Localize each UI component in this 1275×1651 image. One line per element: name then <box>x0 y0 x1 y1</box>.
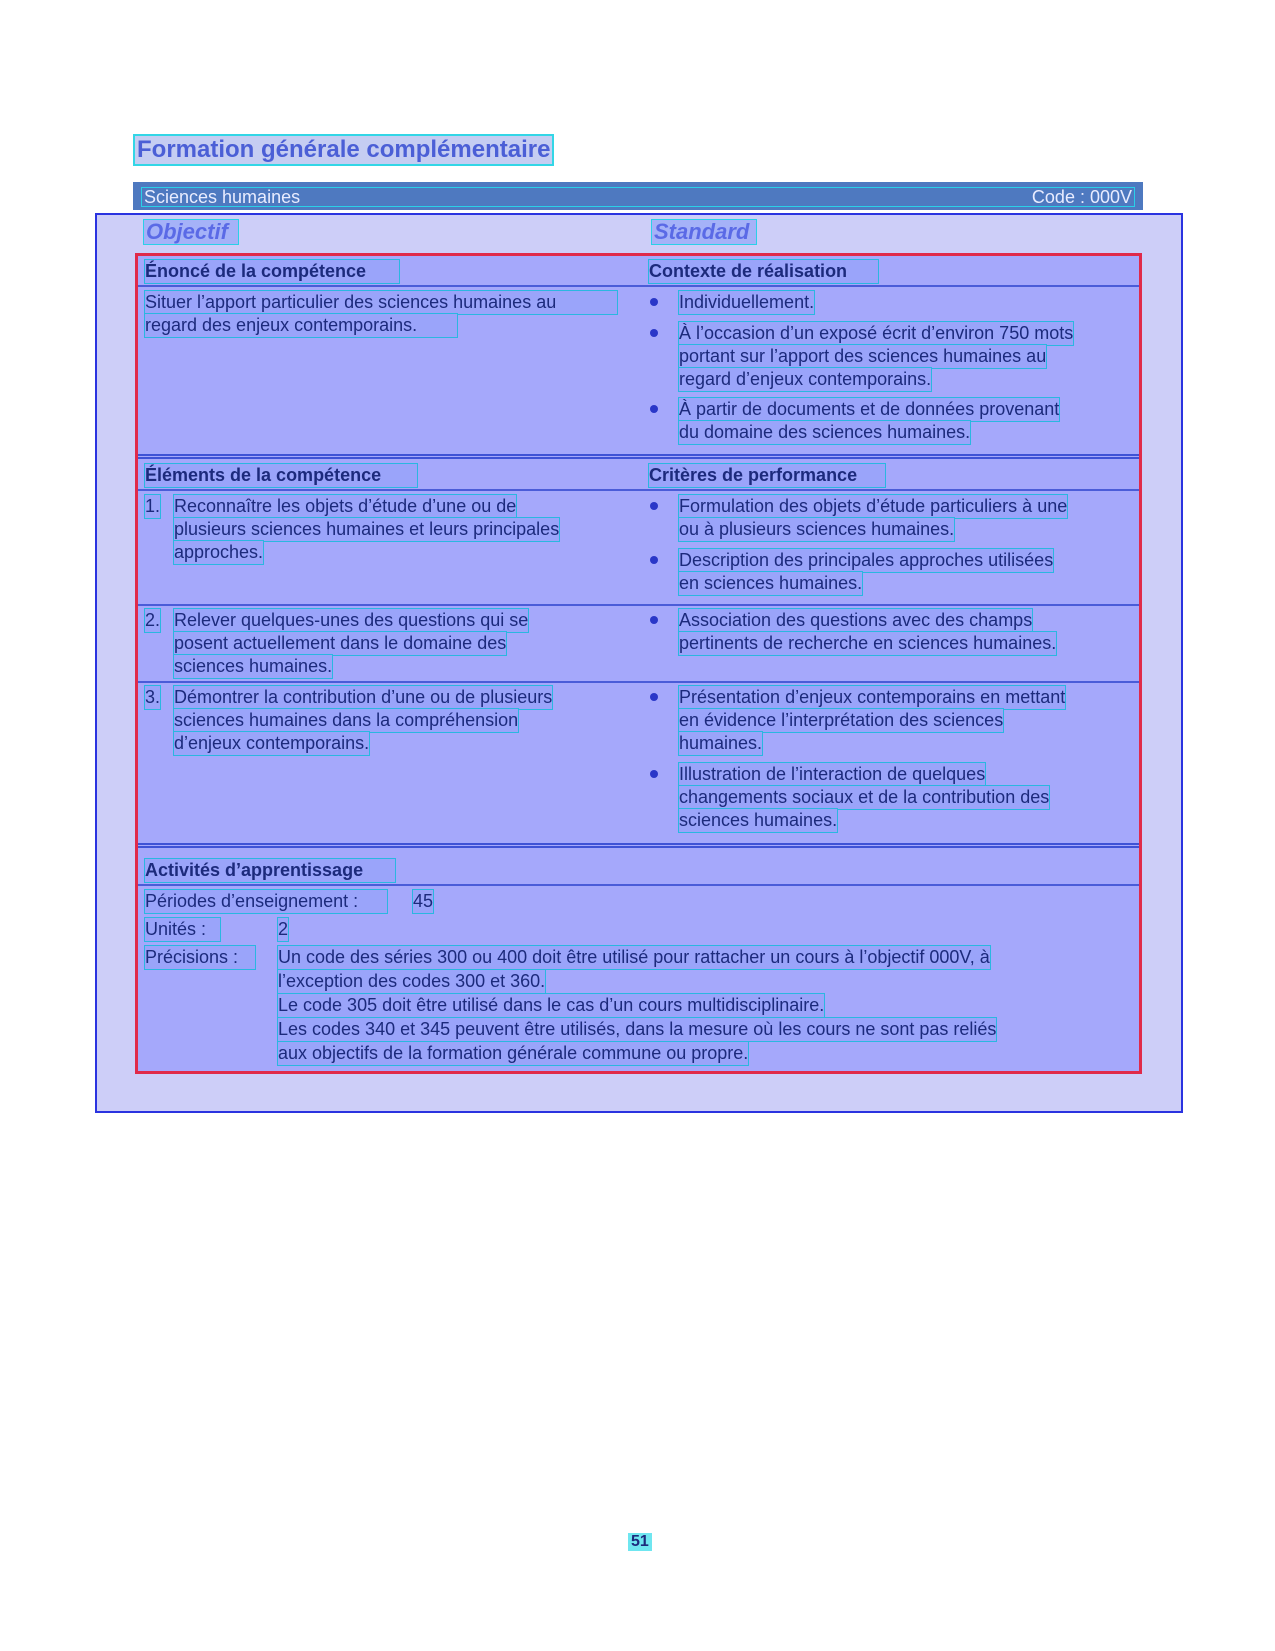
element-number: 2. <box>145 610 161 630</box>
precision-line: Les codes 340 et 345 peuvent être utilisés, dans la mesure où les cours ne sont pas reliés <box>278 1019 997 1039</box>
section-divider <box>138 454 1139 459</box>
competency-table <box>135 253 1142 1074</box>
bullet-icon <box>650 329 658 337</box>
divider <box>138 604 1139 606</box>
units-value: 2 <box>278 919 289 939</box>
criterion-line: Présentation d’enjeux contemporains en mettant <box>679 687 1066 707</box>
precision-line: l’exception des codes 300 et 360. <box>278 971 546 991</box>
objectif-label: Objectif <box>143 219 239 245</box>
criterion-line: Illustration de l’interaction de quelques <box>679 764 986 784</box>
standard-label: Standard <box>651 219 757 245</box>
discipline-name: Sciences humaines <box>144 186 301 207</box>
bullet-icon <box>650 405 658 413</box>
statement-heading: Énoncé de la compétence <box>145 260 399 283</box>
criterion-line: en sciences humaines. <box>679 573 863 593</box>
precision-line: Le code 305 doit être utilisé dans le cas d’un cours multidisciplinaire. <box>278 995 825 1015</box>
context-item: du domaine des sciences humaines. <box>679 422 971 442</box>
divider <box>138 489 1139 491</box>
criterion-line: Association des questions avec des champs <box>679 610 1033 630</box>
elements-heading: Éléments de la compétence <box>145 464 417 487</box>
units-label: Unités : <box>145 918 220 941</box>
context-heading: Contexte de réalisation <box>649 260 878 283</box>
periods-label: Périodes d’enseignement : <box>145 890 387 913</box>
bullet-icon <box>650 693 658 701</box>
precisions-label: Précisions : <box>145 946 255 969</box>
bullet-icon <box>650 556 658 564</box>
element-line: Relever quelques-unes des questions qui se <box>174 610 529 630</box>
criterion-line: en évidence l’interprétation des sciences <box>679 710 1004 730</box>
context-item: Individuellement. <box>679 292 815 312</box>
precision-line: Un code des séries 300 ou 400 doit être utilisé pour rattacher un cours à l’objectif 000V, à <box>278 947 990 967</box>
bullet-icon <box>650 770 658 778</box>
criterion-line: Description des principales approches utilisées <box>679 550 1054 570</box>
bullet-icon <box>650 616 658 624</box>
periods-value: 45 <box>413 891 434 911</box>
criterion-line: humaines. <box>679 733 763 753</box>
discipline-header-inner <box>141 187 1135 207</box>
bullet-icon <box>650 502 658 510</box>
element-line: approches. <box>174 542 264 562</box>
element-number: 1. <box>145 496 161 516</box>
element-line: sciences humaines. <box>174 656 333 676</box>
criterion-line: sciences humaines. <box>679 810 838 830</box>
discipline-code: Code : 000V <box>1031 186 1132 207</box>
criterion-line: ou à plusieurs sciences humaines. <box>679 519 955 539</box>
precision-line: aux objectifs de la formation générale commune ou propre. <box>278 1043 749 1063</box>
page-number: 51 <box>628 1533 652 1551</box>
statement-line: Situer l’apport particulier des sciences humaines au <box>145 291 617 314</box>
context-item: À l’occasion d’un exposé écrit d’environ 750 mots <box>679 323 1074 343</box>
context-item: portant sur l’apport des sciences humaines au <box>679 346 1047 366</box>
element-line: sciences humaines dans la compréhension <box>174 710 519 730</box>
context-item: regard d’enjeux contemporains. <box>679 369 932 389</box>
divider <box>138 884 1139 886</box>
criterion-line: Formulation des objets d’étude particuliers à une <box>679 496 1068 516</box>
bullet-icon <box>650 298 658 306</box>
divider <box>138 285 1139 287</box>
discipline-header <box>133 182 1143 210</box>
element-line: Reconnaître les objets d’étude d’une ou de <box>174 496 517 516</box>
element-line: d’enjeux contemporains. <box>174 733 370 753</box>
divider <box>138 681 1139 683</box>
criteria-heading: Critères de performance <box>649 464 885 487</box>
page-title: Formation générale complémentaire <box>137 136 551 163</box>
element-line: Démontrer la contribution d’une ou de plusieurs <box>174 687 553 707</box>
context-item: À partir de documents et de données provenant <box>679 399 1060 419</box>
element-line: posent actuellement dans le domaine des <box>174 633 507 653</box>
element-number: 3. <box>145 687 161 707</box>
statement-line: regard des enjeux contemporains. <box>145 314 457 337</box>
criterion-line: pertinents de recherche en sciences humaines. <box>679 633 1057 653</box>
element-line: plusieurs sciences humaines et leurs principales <box>174 519 560 539</box>
section-divider <box>138 843 1139 848</box>
activities-heading: Activités d’apprentissage <box>145 859 395 882</box>
criterion-line: changements sociaux et de la contribution des <box>679 787 1050 807</box>
